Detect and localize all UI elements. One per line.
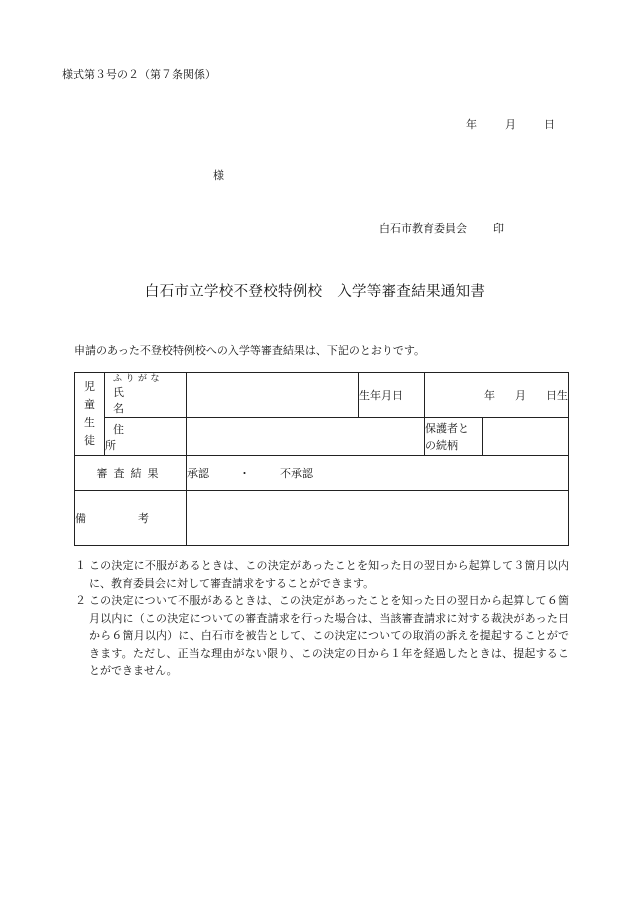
intro-text: 申請のあった不登校特例校への入学等審査結果は、下記のとおりです。 [74, 344, 426, 357]
approve-option[interactable]: 承認 [187, 467, 209, 480]
notes-list [75, 557, 569, 680]
student-label-char: 生 [84, 416, 95, 429]
guardian-label-line: の続柄 [425, 438, 458, 452]
note-item [75, 557, 569, 592]
remarks-label-char: 備 [75, 512, 86, 525]
guardian-relationship-label [425, 418, 483, 456]
document-title: 白石市立学校不登校特例校 入学等審査結果通知書 [144, 284, 486, 300]
date-day-label: 日 [544, 118, 555, 131]
dob-year-label: 年 [484, 389, 495, 402]
name-field[interactable] [187, 373, 359, 418]
student-label [75, 373, 105, 456]
table-row [75, 418, 569, 456]
date-line [466, 116, 555, 132]
note-number: ２ [75, 594, 86, 607]
student-label-char: 児 [84, 380, 95, 393]
seal-mark: 印 [493, 222, 504, 235]
date-month-label: 月 [505, 118, 516, 131]
remarks-field[interactable] [187, 491, 569, 546]
name-label: 氏名 [113, 386, 150, 415]
note-item [75, 592, 569, 680]
address-label: 住所 [105, 422, 150, 452]
date-year-label: 年 [466, 118, 477, 131]
guardian-relationship-field[interactable] [483, 418, 569, 456]
name-label-cell [105, 373, 187, 418]
dob-field[interactable] [425, 373, 569, 418]
dob-month-label: 月 [515, 389, 526, 402]
note-text: この決定について不服があるときは、この決定があったことを知った日の翌日から起算して６箇月以内に（この決定についての審査請求を行った場合は、当該審査請求に対する裁決があった日から６箇月以内）に、白石市を被告として、この決定についての取消の訴えを提起することができます。ただし、正当な理由がない限り、この決定の日から１年を経過したときは、提起することができません。 [89, 594, 569, 677]
address-field[interactable] [187, 418, 425, 456]
table-row [75, 491, 569, 546]
disapprove-option[interactable]: 不承認 [280, 467, 313, 480]
option-separator: ・ [239, 467, 250, 480]
note-number: １ [75, 559, 86, 572]
issuer [379, 220, 504, 236]
note-text: この決定に不服があるときは、この決定があったことを知った日の翌日から起算して３箇月以内に、教育委員会に対して審査請求をすることができます。 [89, 559, 569, 590]
remarks-label [75, 491, 187, 546]
result-field [187, 456, 569, 491]
furigana-label: ふりがな [113, 374, 164, 384]
result-label: 審査結果 [75, 456, 187, 491]
student-label-char: 童 [84, 398, 95, 411]
guardian-label-line: 保護者と [425, 421, 469, 435]
address-label-cell [105, 418, 187, 456]
dob-day-label: 日生 [546, 389, 568, 402]
issuer-name: 白石市教育委員会 [379, 222, 467, 235]
dob-label: 生年月日 [359, 373, 425, 418]
application-result-table [74, 372, 569, 546]
addressee: 様 [213, 169, 224, 182]
table-row [75, 373, 569, 418]
table-row [75, 456, 569, 491]
remarks-label-char: 考 [138, 512, 149, 525]
student-label-char: 徒 [84, 434, 95, 447]
form-number: 様式第３号の２（第７条関係） [62, 68, 216, 81]
